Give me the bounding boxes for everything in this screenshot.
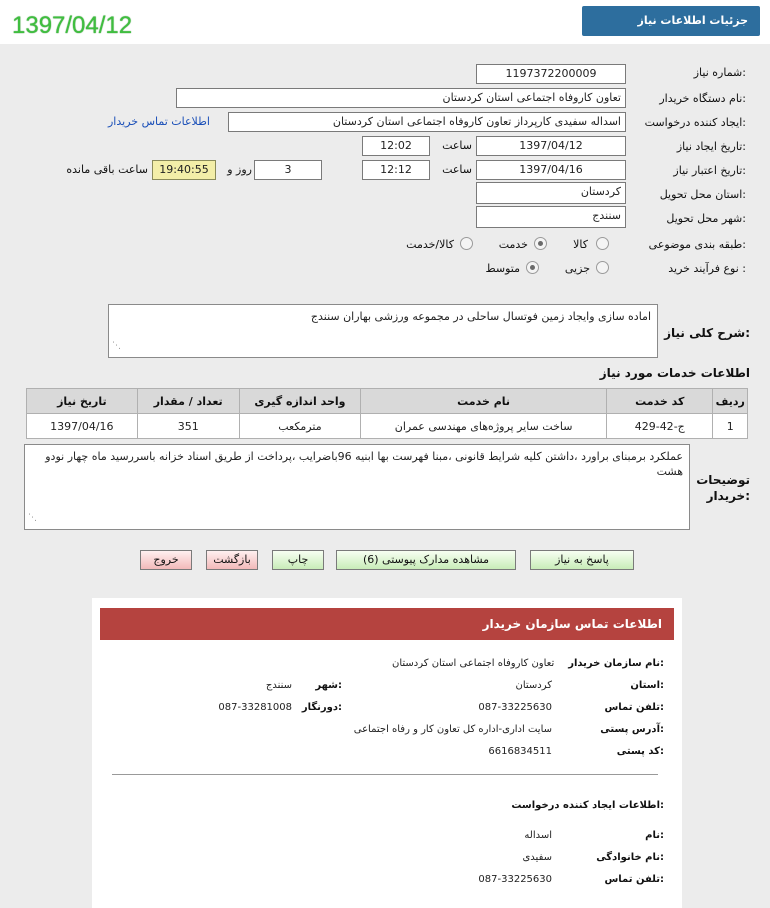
cell-service-name: ساخت سایر پروژه‌های مهندسی عمران [361, 414, 607, 439]
col-service-name: نام خدمت [361, 389, 607, 414]
main-form [6, 44, 764, 584]
category-label: طبقه بندی موضوعی: [648, 238, 746, 251]
cell-service-code: ج-42-429 [607, 414, 713, 439]
validity-date-field[interactable]: 1397/04/16 [476, 160, 626, 180]
remaining-label: ساعت باقی مانده [66, 163, 148, 176]
validity-date-label: تاریخ اعتبار نیاز: [673, 164, 746, 177]
address-value: سایت اداری-اداره کل تعاون کار و رفاه اجتماعی [353, 724, 552, 735]
city-label: شهر محل تحویل: [666, 212, 746, 225]
org-label: نام سازمان خریدار: [568, 658, 664, 669]
created-time-label: ساعت [442, 139, 472, 152]
buyer-notes-text: عملکرد برمبنای براورد ،داشتن کلیه شرایط قانونی ،مبنا فهرست بها ابنیه 96باضرایب ،پرداخت از طریق اسناد خزانه باسررسید ماه چهار نودو هشت [45, 450, 683, 478]
category-radio-service[interactable] [534, 237, 547, 250]
creator-phone-label: تلفن تماس: [604, 874, 664, 885]
process-label: نوع فرآیند خرید : [668, 262, 746, 275]
address-label: آدرس پستی: [600, 724, 664, 735]
cell-need-date: 1397/04/16 [27, 414, 138, 439]
requester-field[interactable]: اسداله سفیدی کارپرداز تعاون کاروفاه اجتماعی استان کردستان [228, 112, 626, 132]
description-label: شرح کلی نیاز: [664, 326, 750, 340]
category-option-service: خدمت [498, 238, 528, 251]
last-name-label: نام خانوادگی: [596, 852, 664, 863]
fax-value: 087-33281008 [218, 702, 292, 713]
contact-card-title: اطلاعات تماس سازمان خریدار [100, 608, 674, 640]
contact-divider [112, 774, 658, 775]
attachments-button[interactable]: مشاهده مدارک پیوستی (6) [336, 550, 516, 570]
postal-label: کد پستی: [616, 746, 664, 757]
services-table-header [27, 389, 748, 414]
col-service-code: کد خدمت [607, 389, 713, 414]
need-number-field[interactable]: 1197372200009 [476, 64, 626, 84]
validity-time-label: ساعت [442, 163, 472, 176]
back-button[interactable]: بازگشت [206, 550, 258, 570]
buyer-notes-textarea[interactable] [24, 444, 690, 530]
resize-grip-icon[interactable]: ⋰ [28, 513, 37, 523]
org-value: تعاون کاروفاه اجتماعی استان کردستان [392, 658, 555, 669]
description-textarea[interactable] [108, 304, 658, 358]
col-need-date: تاریخ نیاز [27, 389, 138, 414]
cell-row: 1 [713, 414, 748, 439]
buyer-notes-label [694, 472, 750, 504]
buyer-notes-label-line2: خریدار: [706, 489, 750, 503]
days-remaining-field: 3 [254, 160, 322, 180]
process-option-medium: متوسط [485, 262, 520, 275]
col-unit: واحد اندازه گیری [239, 389, 360, 414]
created-time-field[interactable]: 12:02 [362, 136, 430, 156]
requester-label: ایجاد کننده درخواست: [644, 116, 746, 129]
category-radio-goods-service[interactable] [460, 237, 473, 250]
created-date-field[interactable]: 1397/04/12 [476, 136, 626, 156]
description-text: اماده سازی وایجاد زمین فوتسال ساحلی در مجموعه ورزشی بهاران سنندج [310, 310, 651, 323]
buyer-org-field[interactable]: تعاون کاروفاه اجتماعی استان کردستان [176, 88, 626, 108]
services-table [26, 388, 748, 439]
postal-value: 6616834511 [488, 746, 552, 757]
page-title: جزئیات اطلاعات نیاز [582, 6, 760, 36]
buyer-org-label: نام دستگاه خریدار: [659, 92, 746, 105]
col-quantity: تعداد / مقدار [137, 389, 239, 414]
validity-time-field[interactable]: 12:12 [362, 160, 430, 180]
province-label: استان محل تحویل: [659, 188, 746, 201]
phone-value: 087-33225630 [478, 702, 552, 713]
cell-unit: مترمکعب [239, 414, 360, 439]
category-option-goods: کالا [573, 238, 588, 251]
first-name-label: نام: [645, 830, 664, 841]
need-number-label: شماره نیاز: [693, 66, 746, 79]
services-section-title: اطلاعات خدمات مورد نیاز [599, 366, 750, 380]
first-name-value: اسداله [524, 830, 552, 841]
date-stamp: 1397/04/12 [12, 12, 133, 39]
last-name-value: سفیدی [522, 852, 552, 863]
province-contact-label: استان: [630, 680, 664, 691]
print-button[interactable]: چاپ [272, 550, 324, 570]
exit-button[interactable]: خروج [140, 550, 192, 570]
city-contact-value: سنندج [265, 680, 292, 691]
buyer-contact-card [92, 598, 682, 908]
days-label: روز و [227, 163, 252, 176]
creator-section-title: اطلاعات ایجاد کننده درخواست: [511, 800, 664, 811]
reply-button[interactable]: پاسخ به نیاز [530, 550, 634, 570]
col-row: ردیف [713, 389, 748, 414]
province-field[interactable]: کردستان [476, 182, 626, 204]
category-radio-goods[interactable] [596, 237, 609, 250]
resize-grip-icon[interactable]: ⋰ [112, 341, 121, 351]
fax-label: دورنگار: [301, 702, 342, 713]
creator-phone-value: 087-33225630 [478, 874, 552, 885]
time-remaining-timer: 19:40:55 [152, 160, 216, 180]
buyer-contact-link[interactable]: اطلاعات تماس خریدار [108, 115, 210, 128]
category-option-goods-service: کالا/خدمت [406, 238, 454, 251]
process-radio-medium[interactable] [526, 261, 539, 274]
city-field[interactable]: سنندج [476, 206, 626, 228]
phone-label: تلفن تماس: [604, 702, 664, 713]
process-radio-minor[interactable] [596, 261, 609, 274]
province-contact-value: کردستان [515, 680, 552, 691]
city-contact-label: شهر: [315, 680, 342, 691]
table-row [27, 414, 748, 439]
buyer-notes-label-line1: توضیحات [696, 473, 750, 487]
cell-quantity: 351 [137, 414, 239, 439]
created-date-label: تاریخ ایجاد نیاز: [676, 140, 746, 153]
process-option-minor: جزیی [564, 262, 590, 275]
